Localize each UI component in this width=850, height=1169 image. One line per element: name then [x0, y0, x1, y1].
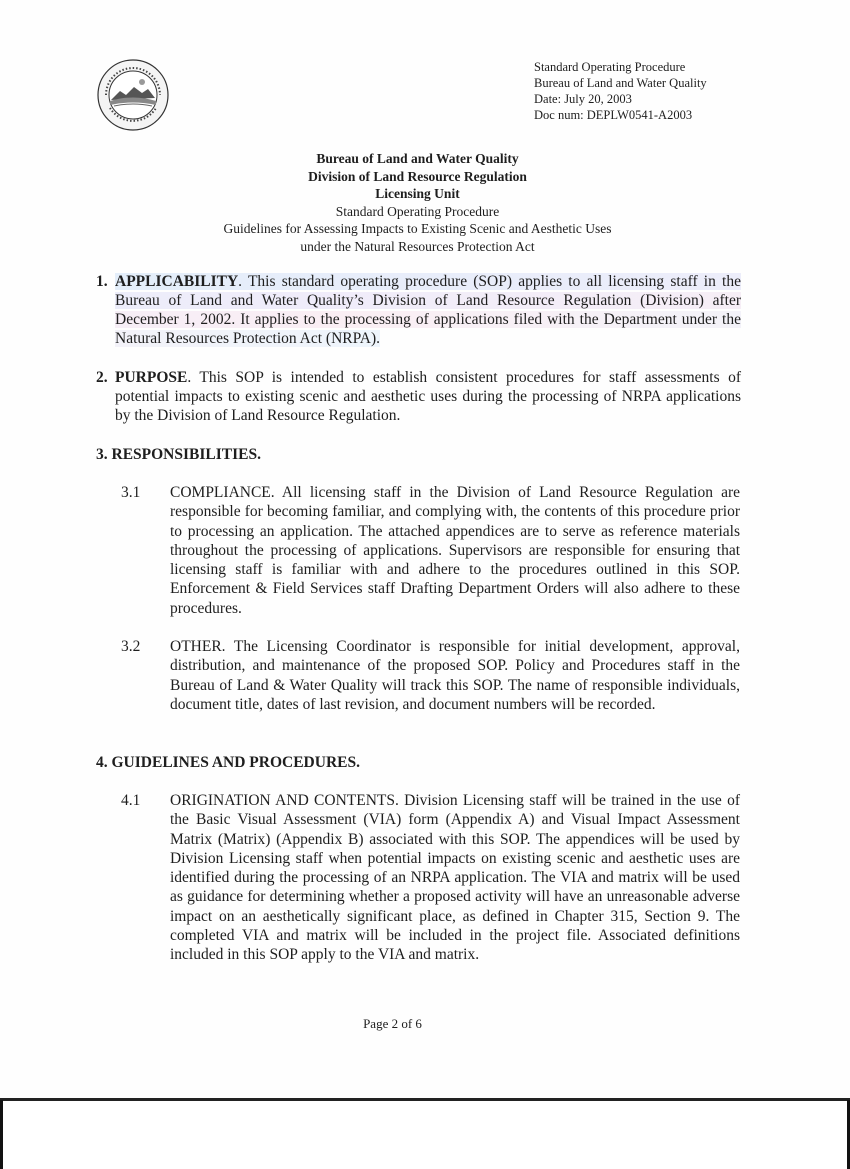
subsection-other — [121, 637, 740, 714]
title-unit: Licensing Unit — [375, 186, 460, 201]
subsection-number: 4.1 — [121, 792, 141, 809]
subsection-number: 3.1 — [121, 484, 141, 501]
section-text: . This SOP is intended to establish consistent procedures for staff assessments of potential impacts to existing scenic and aesthetic uses during the processing of NRPA applications by the Division of Land Resource Regulation. — [115, 369, 741, 424]
section-heading-guidelines: 4. GUIDELINES AND PROCEDURES. — [96, 754, 360, 771]
title-block — [0, 150, 835, 255]
scan-margin — [0, 1100, 850, 1169]
subsection-number: 3.2 — [121, 638, 141, 655]
maine-dep-seal-logo — [96, 58, 170, 132]
page-number: Page 2 of 6 — [363, 1016, 422, 1031]
subsection-text: OTHER. The Licensing Coordinator is responsible for initial development, approval, distribution, and maintenance of the proposed SOP. Policy and Procedures staff in the Bureau of Land & Water Quality will track this SOP. The name of responsible individuals, document title, dates of last revision, and document numbers will be recorded. — [170, 638, 740, 713]
section-applicability — [96, 272, 741, 348]
title-subject: Guidelines for Assessing Impacts to Existing Scenic and Aesthetic Uses — [223, 221, 612, 236]
header-line: Bureau of Land and Water Quality — [534, 76, 707, 90]
header-line: Standard Operating Procedure — [534, 60, 686, 74]
section-number: 2. — [96, 369, 108, 386]
title-doc-type: Standard Operating Procedure — [335, 203, 500, 219]
section-number: 1. — [96, 273, 108, 290]
subsection-text: COMPLIANCE. All licensing staff in the Division of Land Resource Regulation are responsible for becoming familiar, and complying with, the contents of this procedure prior to processing an application. The attached appendices are to serve as reference materials throughout the processing of applications. Supervisors are responsible for ensuring that licensing staff is familiar with and adhere to the procedures outlined in this SOP. Enforcement & Field Services staff Drafting Department Orders will also adhere to these procedures. — [170, 484, 740, 617]
title-division: Division of Land Resource Regulation — [308, 168, 527, 184]
title-bureau: Bureau of Land and Water Quality — [316, 151, 519, 166]
section-lead: APPLICABILITY — [115, 273, 239, 290]
section-lead: PURPOSE — [115, 369, 188, 386]
subsection-text: ORIGINATION AND CONTENTS. Division Licensing staff will be trained in the use of the Basic Visual Assessment (VIA) form (Appendix A) and Visual Impact Assessment Matrix (Matrix) (Appendix B) associated with this SOP. The appendices will be used by Division Licensing staff when potential impacts on existing scenic and aesthetic uses are identified during the processing of an NRPA application. The VIA and matrix will be used as guidance for determining whether a proposed activity will have an unreasonable adverse impact on an aesthetically significant place, as defined in Chapter 315, Section 9. The completed VIA and matrix will be included in the project file. Associated definitions included in this SOP apply to the VIA and matrix. — [170, 792, 740, 964]
document-header — [534, 59, 707, 123]
scan-edge — [0, 1100, 3, 1169]
section-heading-responsibilities: 3. RESPONSIBILITIES. — [96, 446, 261, 463]
subsection-origination — [121, 791, 740, 965]
header-doc-number: Doc num: DEPLW0541-A2003 — [534, 108, 693, 122]
section-text: . This standard operating procedure (SOP) applies to all licensing staff in the Bureau of Land and Water Quality’s Division of Land Resource Regulation (Division) after December 1, 2002. It applies to the processing of applications filed with the Department under the Natural Resources Protection Act (NRPA). — [115, 273, 741, 347]
title-subject-cont: under the Natural Resources Protection Act — [300, 238, 535, 254]
header-date: Date: July 20, 2003 — [534, 92, 632, 106]
scan-edge — [0, 1098, 850, 1101]
section-purpose — [96, 368, 741, 425]
subsection-compliance — [121, 483, 740, 618]
